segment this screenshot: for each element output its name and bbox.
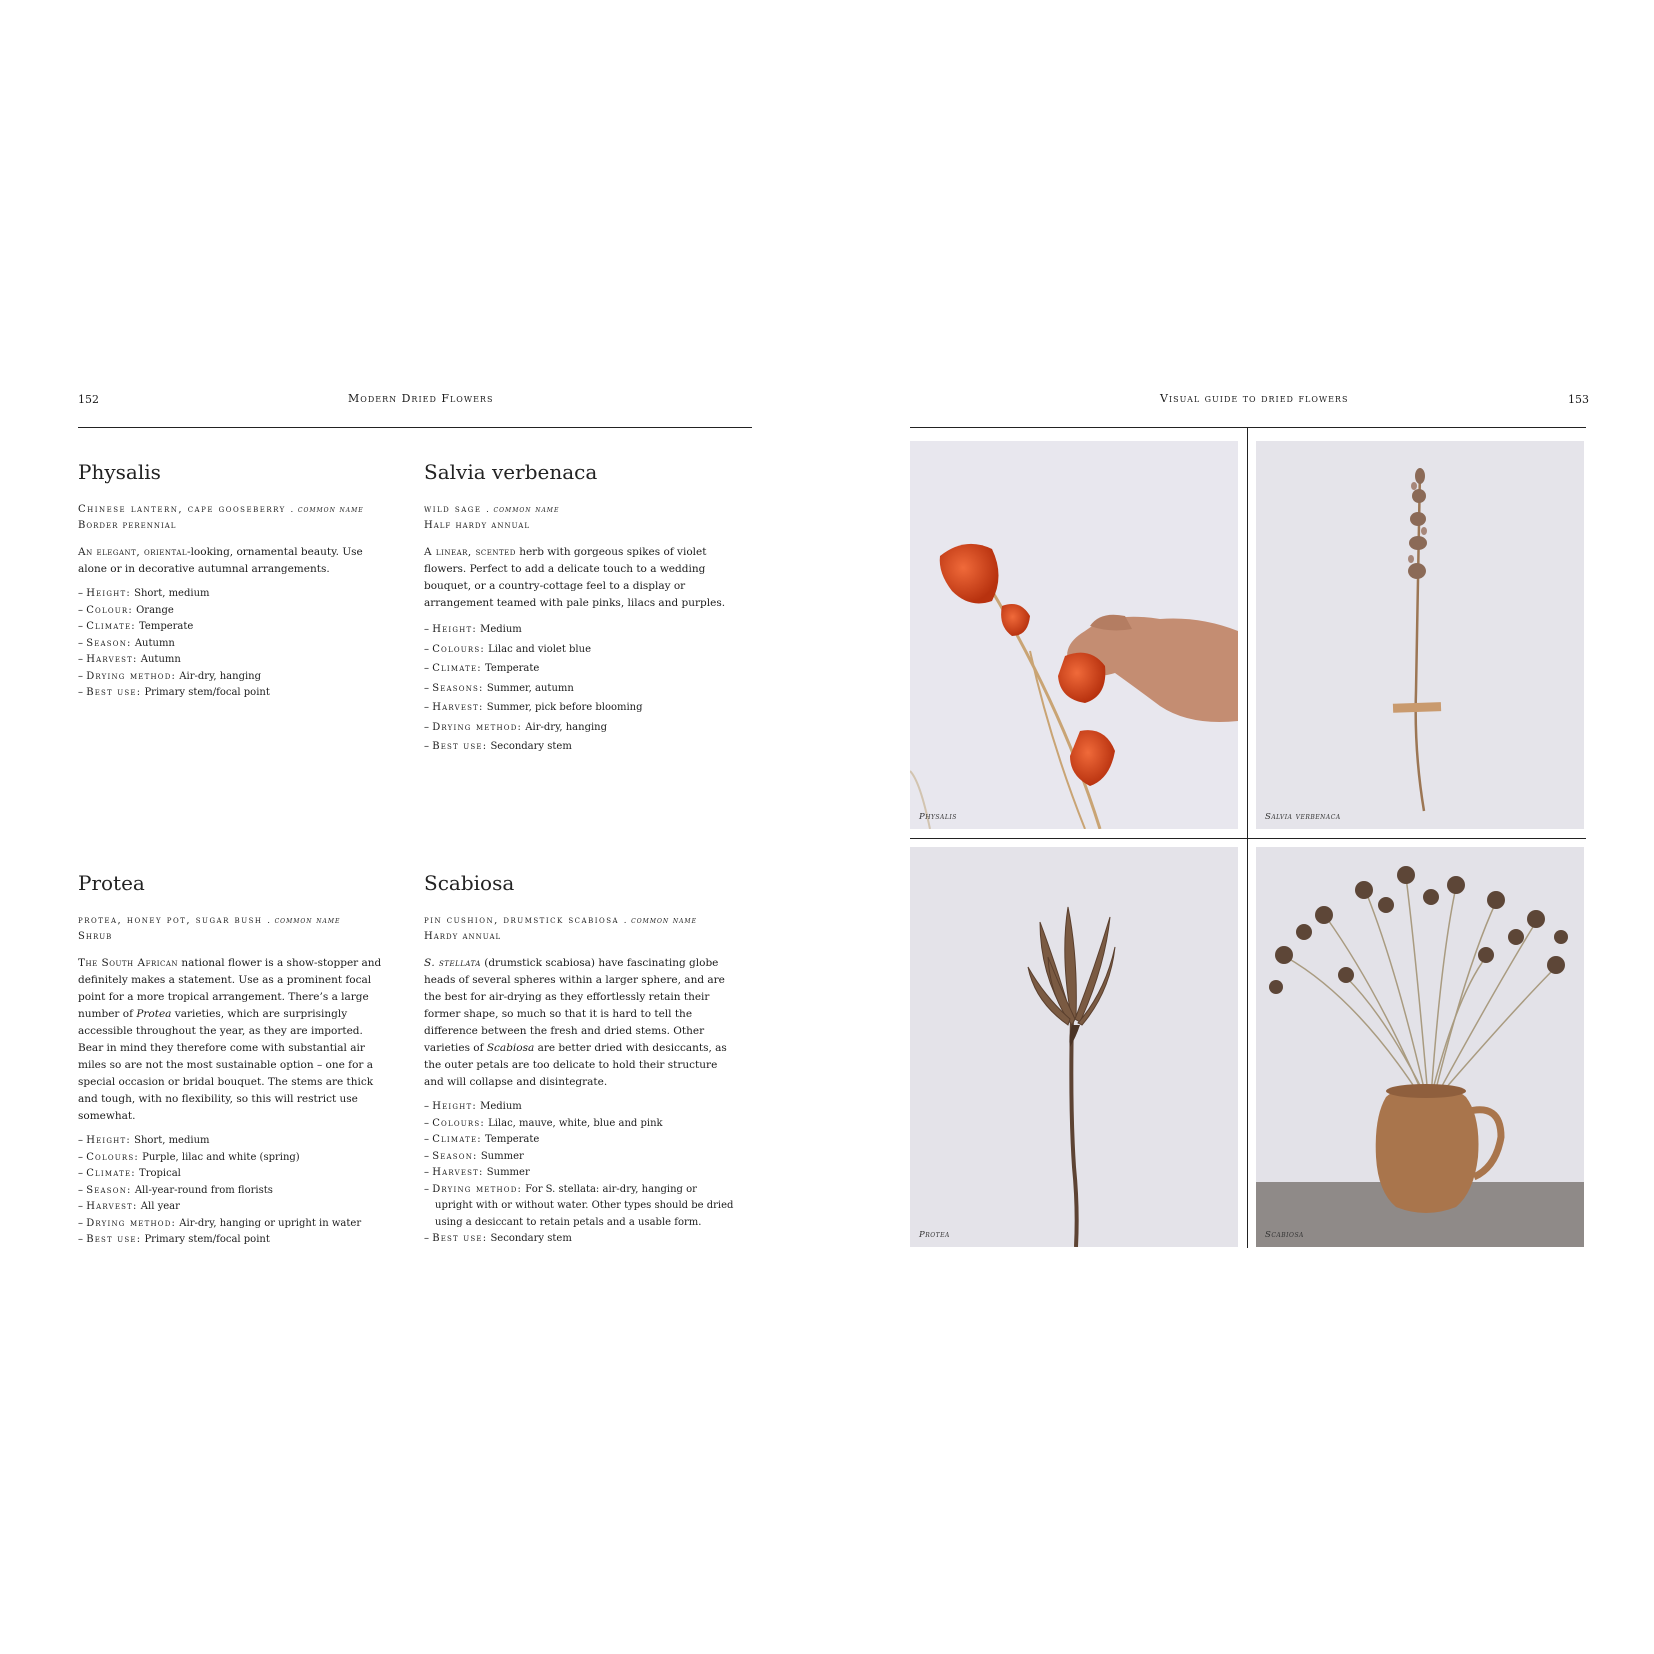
spec-item: – Harvest: All year <box>78 1199 388 1216</box>
spec-item: – Best use: Primary stem/focal point <box>78 1232 388 1249</box>
spec-item: – Season: Autumn <box>78 636 388 653</box>
running-head-right: Visual guide to dried flowers <box>1160 392 1349 405</box>
spec-item: – Height: Short, medium <box>78 1133 388 1150</box>
description: S. stellata (drumstick scabiosa) have fascinating globe heads of several spheres within a larger sphere, and are the best for air-drying as they effortlessly retain their former shape, so much so that it is hard to tell the difference between the fresh and dried stems. Other varieties of Scabiosa are better dried with desiccants, as the outer petals are too delicate to hold their structure and will collapse and disintegrate. <box>424 957 727 1088</box>
plant-type: Hardy annual <box>424 931 502 942</box>
spec-item: – Season: All-year-round from florists <box>78 1183 388 1200</box>
spec-item: – Seasons: Summer, autumn <box>424 679 734 699</box>
spec-item: – Drying method: Air-dry, hanging <box>78 669 388 686</box>
spec-item: – Drying method: Air-dry, hanging <box>424 718 734 738</box>
header-rule-right <box>910 427 1586 428</box>
spec-item: – Height: Medium <box>424 620 734 640</box>
spec-item: – Climate: Temperate <box>78 619 388 636</box>
spec-item: – Best use: Secondary stem <box>424 1231 734 1248</box>
spec-item: – Colours: Lilac and violet blue <box>424 640 734 660</box>
spec-item: – Harvest: Autumn <box>78 652 388 669</box>
spec-item: – Drying method: For S. stellata: air-dry, hanging or upright with or without water. Other types should be dried using a desiccant to retain petals and a usable form. <box>424 1182 734 1232</box>
spec-item: – Height: Medium <box>424 1099 734 1116</box>
plant-type: Shrub <box>78 931 113 942</box>
folio-left: 152 <box>78 393 99 406</box>
spec-item: – Harvest: Summer, pick before blooming <box>424 698 734 718</box>
common-names: Chinese lantern, cape gooseberry . common name <box>78 504 364 515</box>
entry-protea <box>78 871 388 1249</box>
grid-divider-horizontal <box>910 838 1586 839</box>
photo-salvia-verbenaca <box>1256 441 1584 829</box>
description: The South African national flower is a show-stopper and definitely makes a statement. Use as a prominent focal point for a more tropical arrangement. There’s a large number of Protea varieties, which are surprisingly accessible throughout the year, as they are imported. Bear in mind they therefore come with substantial air miles so are not the most sustainable option – one for a special occasion or bridal bouquet. The stems are thick and tough, with no flexibility, so this will restrict use somewhat. <box>78 957 382 1122</box>
entry-title: Scabiosa <box>424 871 515 895</box>
photo-scabiosa <box>1256 847 1584 1247</box>
spec-item: – Best use: Primary stem/focal point <box>78 685 388 702</box>
spec-item: – Harvest: Summer <box>424 1165 734 1182</box>
entry-physalis <box>78 460 388 702</box>
spec-item: – Colours: Purple, lilac and white (spring) <box>78 1150 388 1167</box>
photo-caption: Protea <box>919 1230 950 1240</box>
spec-item: – Colours: Lilac, mauve, white, blue and pink <box>424 1116 734 1133</box>
common-names: pin cushion, drumstick scabiosa . common name <box>424 915 697 926</box>
spec-item: – Height: Short, medium <box>78 586 388 603</box>
running-head-left: Modern Dried Flowers <box>348 392 494 405</box>
spec-item: – Drying method: Air-dry, hanging or upright in water <box>78 1216 388 1233</box>
description: An elegant, oriental-looking, ornamental beauty. Use alone or in decorative autumnal arrangements. <box>78 546 363 575</box>
spec-item: – Climate: Temperate <box>424 1132 734 1149</box>
photo-caption: Scabiosa <box>1265 1230 1304 1240</box>
entry-scabiosa <box>424 871 734 1248</box>
plant-type: Border perennial <box>78 520 177 531</box>
description: A linear, scented herb with gorgeous spikes of violet flowers. Perfect to add a delicate touch to a wedding bouquet, or a country-cottage feel to a display or arrangement teamed with pale pinks, lilacs and purples. <box>424 546 726 609</box>
spec-list <box>78 1133 388 1249</box>
plant-type: Half hardy annual <box>424 520 530 531</box>
entry-title: Protea <box>78 871 145 895</box>
entry-salvia-verbenaca <box>424 460 734 757</box>
common-names: wild sage . common name <box>424 504 560 515</box>
entry-title: Salvia verbenaca <box>424 460 598 484</box>
spec-list <box>424 620 734 757</box>
spec-item: – Season: Summer <box>424 1149 734 1166</box>
spec-item: – Colour: Orange <box>78 603 388 620</box>
common-names: protea, honey pot, sugar bush . common name <box>78 915 341 926</box>
spec-item: – Climate: Temperate <box>424 659 734 679</box>
folio-right: 153 <box>1568 393 1589 406</box>
spec-list <box>424 1099 734 1248</box>
spec-item: – Climate: Tropical <box>78 1166 388 1183</box>
spec-list <box>78 586 388 702</box>
spec-item: – Best use: Secondary stem <box>424 737 734 757</box>
photo-physalis <box>910 441 1238 829</box>
header-rule-left <box>78 427 752 428</box>
photo-caption: Salvia verbenaca <box>1265 812 1341 822</box>
photo-caption: Physalis <box>919 812 957 822</box>
photo-protea <box>910 847 1238 1247</box>
entry-title: Physalis <box>78 460 161 484</box>
